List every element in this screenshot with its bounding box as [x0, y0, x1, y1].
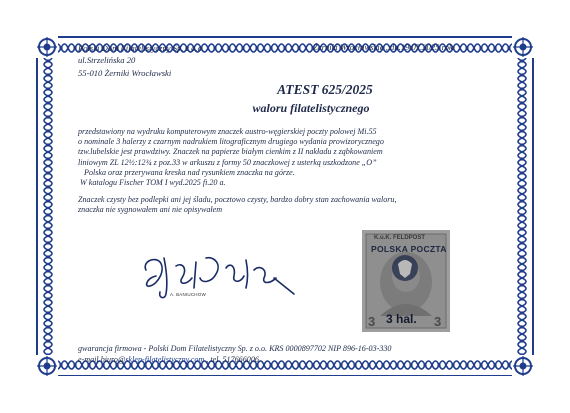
issuer-name: Polski Dom Filatelistyczny Sp. z o.o. [78, 43, 205, 53]
certificate-description [78, 127, 384, 188]
description-line: liniowym ZL 12½:12¾ z poz.33 w arkuszu z formy 50 znaczkowej z usterką uszkodzone „O” [78, 157, 377, 167]
stamp-value-overprint: 3 hal. [386, 312, 417, 326]
email-prefix: e-mail biuro@ [78, 354, 126, 364]
corner-ornament-icon [36, 36, 58, 58]
stamp-top-text: K.u.K. FELDPOST [374, 235, 425, 241]
place-date: Żerniki Wrocławskie , dn.19.07.2025 rok [313, 42, 453, 52]
issuer-street: ul.Strzelińska 20 [78, 55, 136, 66]
condition-description [78, 195, 396, 216]
guarantee-line: gwarancja firmowa - Polski Dom Filatelistyczny Sp. z o.o. KRS 0000897702 NIP 896-16-03-330 [78, 344, 392, 353]
issuer-address [78, 42, 204, 79]
corner-ornament-icon [36, 355, 58, 377]
corner-ornament-icon [512, 355, 534, 377]
condition-line: Znaczek czysty bez podlepki ani jej śladu, pocztowo czysty, bardzo dobry stan zachowania waloru, [78, 195, 397, 204]
phone-text: , tel. 517666006 [204, 354, 259, 364]
website-link[interactable]: sklep-filatelistyczny.com [125, 354, 205, 364]
condition-line: znaczka nie sygnowałem ani nie opisywałem [78, 205, 223, 215]
corner-ornament-icon [512, 36, 534, 58]
certificate-title: ATEST 625/2025 [277, 82, 373, 97]
certificate-footer [78, 344, 391, 365]
description-line: tzw.lubelskie jest prawdziwy. Znaczek na papierze białym cienkim z II nakładu z ząbkowaniem [78, 147, 383, 157]
description-line: o nominale 3 halerzy z czarnym nadrukiem litograficznym drugiego wydania prowizorycznego [78, 137, 384, 147]
description-line: W katalogu Fischer TOM I wyd.2025 fi.20 a. [80, 178, 226, 188]
signature-caption: A. BANIUCHOW [170, 292, 206, 297]
contact-line [78, 355, 391, 366]
stamp-old-value-right: 3 [434, 314, 442, 329]
handwritten-signature [136, 248, 306, 308]
issuer-city: 55-010 Żerniki Wrocławski [78, 67, 172, 78]
certificate-subtitle: waloru filatelistycznego [252, 101, 370, 115]
stamp-image [358, 226, 454, 336]
stamp-old-value-left: 3 [368, 314, 376, 329]
description-line: Polska oraz przerywana kreska nad rysunkiem znaczka na górze. [84, 167, 295, 177]
stamp-overprint-text: POLSKA POCZTA [371, 244, 447, 254]
description-line: przedstawiony na wydruku komputerowym znaczek austro-węgierskiej poczty polowej Mi.55 [78, 127, 377, 136]
